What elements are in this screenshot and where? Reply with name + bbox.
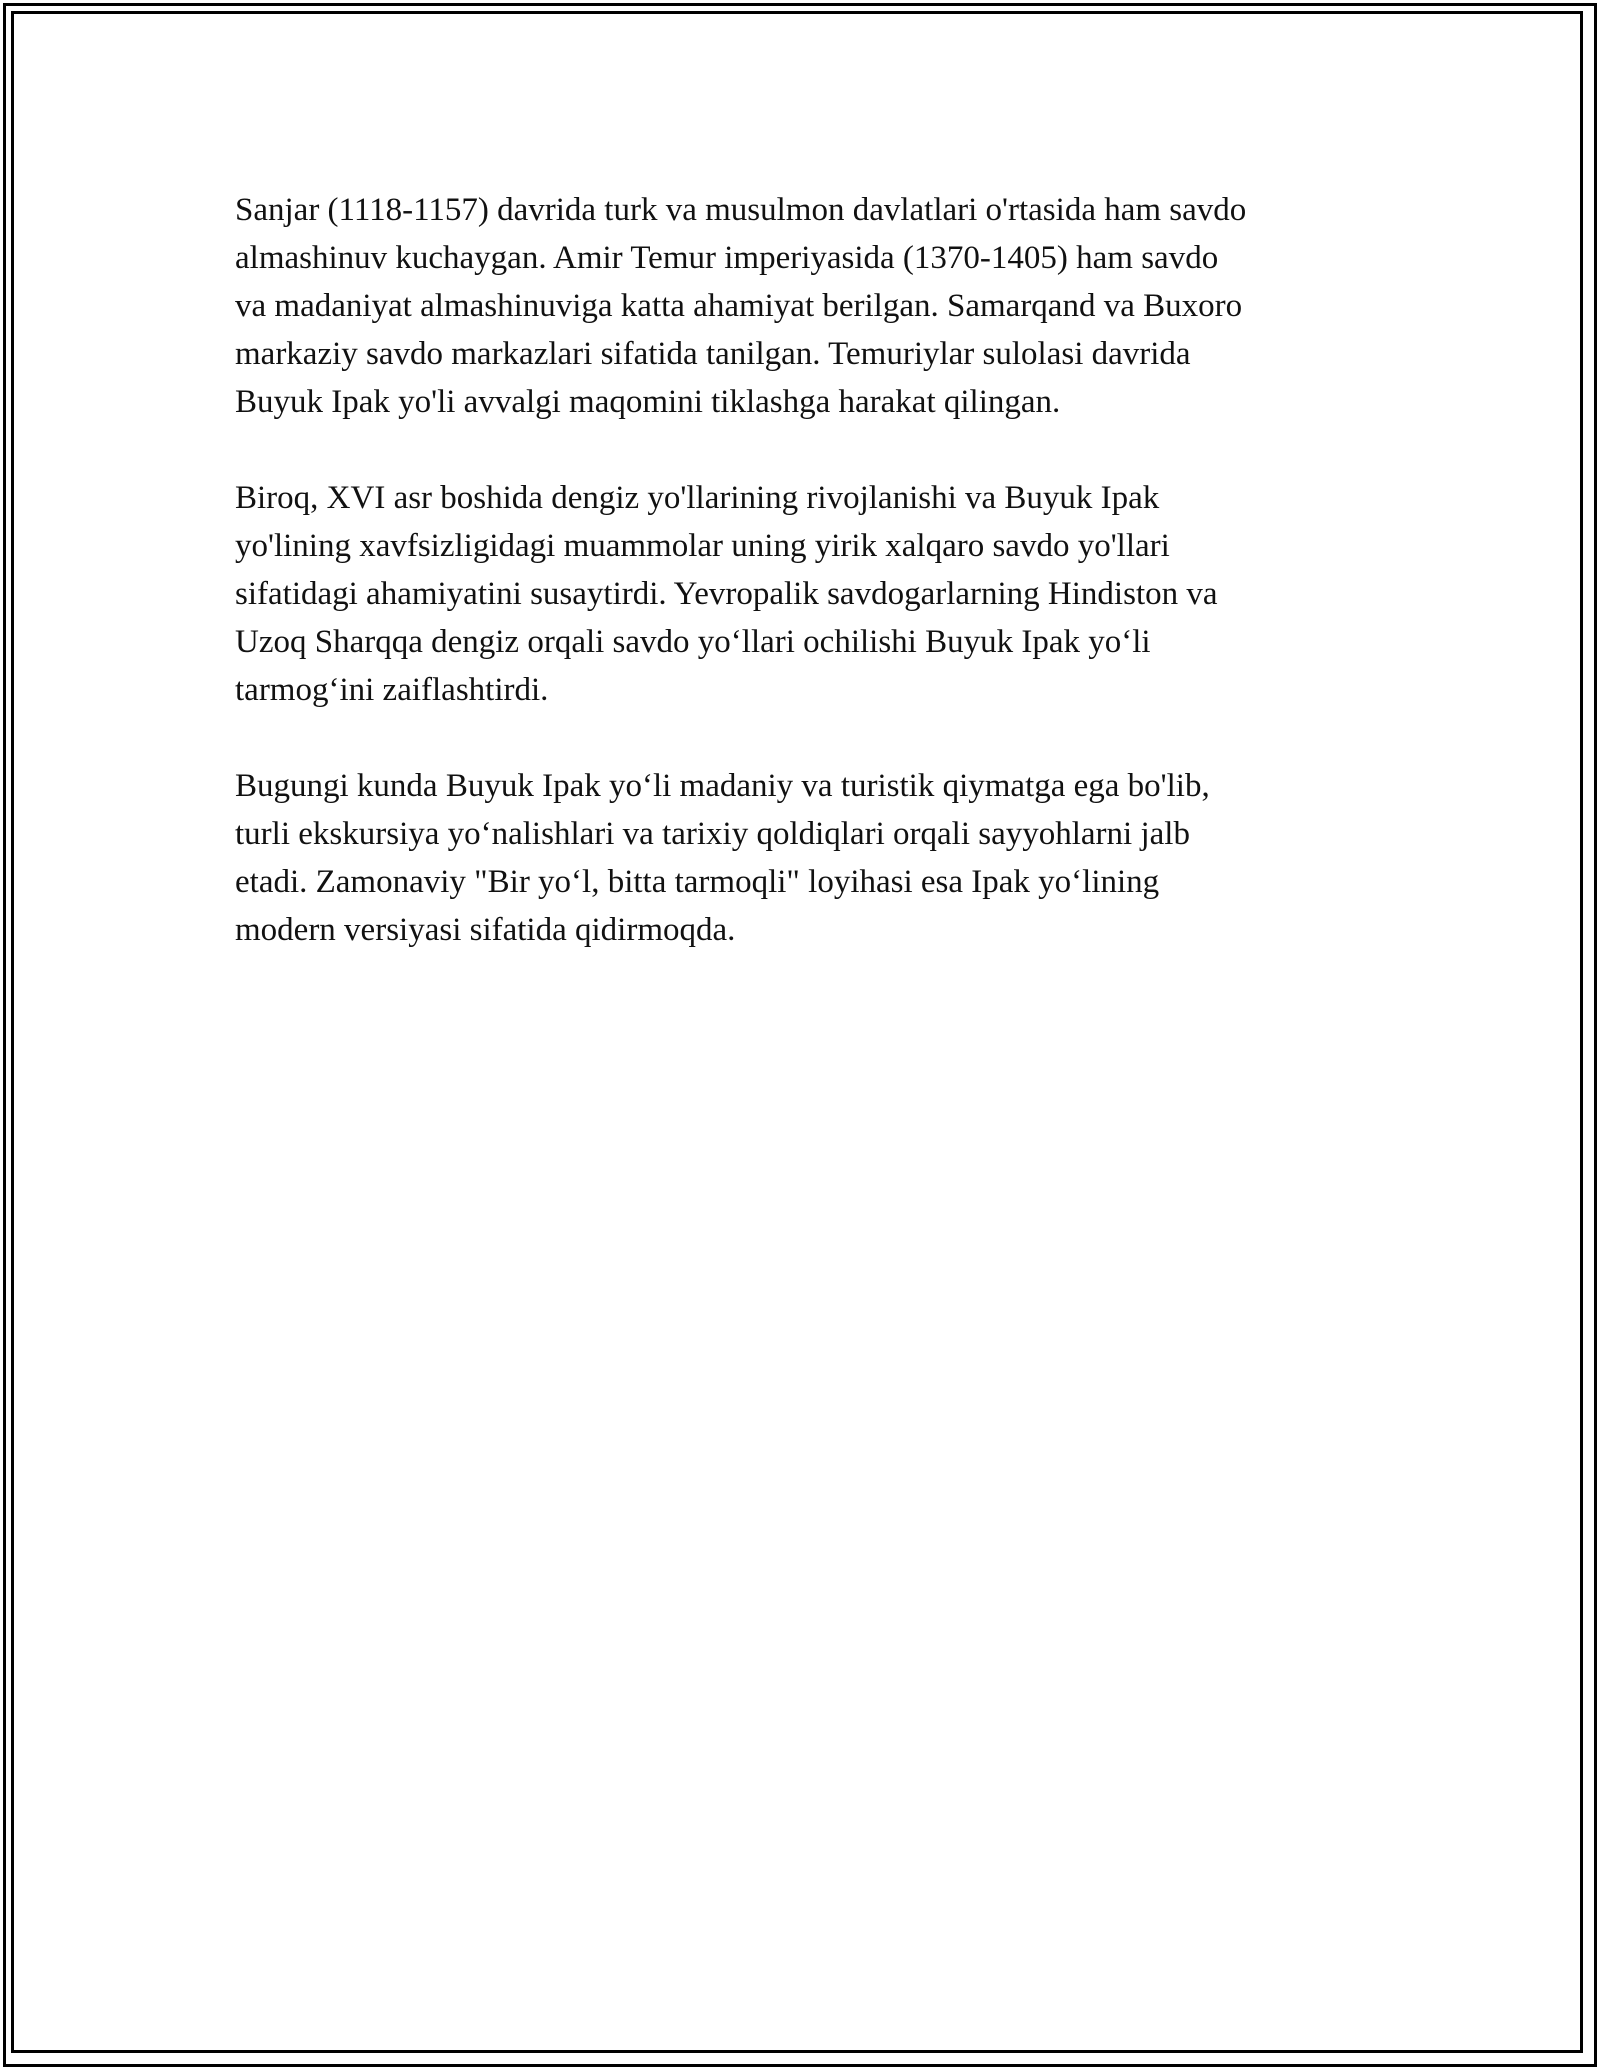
paragraph-3: Bugungi kunda Buyuk Ipak yo‘li madaniy va turistik qiymatga ega bo'lib, turli ekskursiya yo‘nalishlari va tarixiy qoldiqlari orqali sayyohlarni jalb etadi. Zamonaviy "Bir yo‘l, bitta tarmoqli" loyihasi esa Ipak yo‘lining modern versiyasi sifatida qidirmoqda. (235, 768, 1210, 948)
paragraph-1: Sanjar (1118-1157) davrida turk va musulmon davlatlari o'rtasida ham savdo almashinuv kuchaygan. Amir Temur imperiyasida (1370-1405) ham savdo va madaniyat almashinuviga katta ahamiyat berilgan. Samarqand va Buxoro markaziy savdo markazlari sifatida tanilgan. Temuriylar sulolasi davrida Buyuk Ipak yo'li avvalgi maqomini tiklashga harakat qilingan. (235, 192, 1247, 420)
paragraph-2: Biroq, XVI asr boshida dengiz yo'llarining rivojlanishi va Buyuk Ipak yo'lining xavfsizligidagi muammolar uning yirik xalqaro savdo yo'llari sifatidagi ahamiyatini susaytirdi. Yevropalik savdogarlarning Hindiston va Uzoq Sharqqa dengiz orqali savdo yo‘llari ochilishi Buyuk Ipak yo‘li tarmog‘ini zaiflashtirdi. (235, 480, 1218, 708)
document-body (235, 186, 1395, 1002)
